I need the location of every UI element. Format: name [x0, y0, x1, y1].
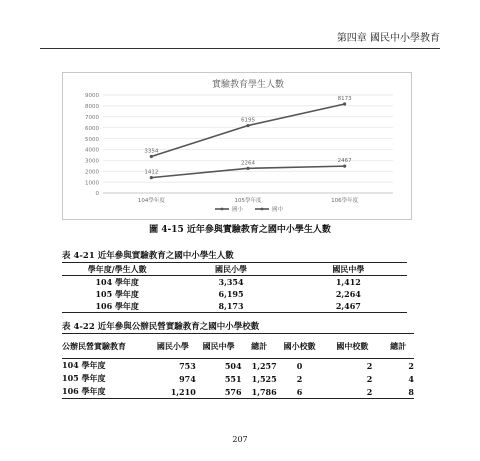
table-row: [62, 372, 414, 385]
table1-header: 學年度/學生人數: [62, 263, 172, 276]
data-label: 3354: [144, 148, 159, 155]
data-point: [246, 124, 249, 127]
table-cell: 2: [296, 373, 303, 384]
legend-marker: [261, 208, 264, 211]
data-label: 2264: [241, 160, 255, 167]
line-chart: [63, 73, 411, 219]
y-tick-label: 0: [95, 191, 99, 198]
table-row: [62, 359, 414, 373]
table-cell: 2: [366, 373, 373, 384]
y-tick-label: 7000: [85, 114, 99, 121]
legend-label: 國中: [272, 207, 284, 213]
table-cell: 2: [408, 360, 414, 371]
y-tick-label: 1000: [85, 180, 99, 187]
data-label: 6195: [241, 117, 255, 124]
table2-header: 國中校數: [322, 334, 382, 359]
table-cell: 106 學年度: [62, 300, 172, 313]
table-cell: 1,412: [335, 277, 361, 287]
table-cell: 1,257: [251, 360, 277, 371]
table-cell: 0: [296, 360, 303, 371]
table-cell: 8: [382, 385, 414, 399]
table1-title: 表 4-21 近年參與實驗教育之國中小學生人數: [62, 251, 234, 261]
table-cell: 2: [366, 360, 373, 371]
y-tick-label: 5000: [85, 136, 99, 143]
table2-header: 公辦民營實驗教育: [62, 334, 150, 359]
y-tick-label: 9000: [85, 93, 99, 100]
running-header: 第四章 國民中小學教育: [40, 30, 440, 49]
table-cell: 4: [408, 373, 414, 384]
data-label: 2467: [337, 158, 352, 165]
x-tick-label: 104學年度: [137, 198, 165, 204]
figure-caption: 圖 4-15 近年參與實驗教育之國中小學生人數: [149, 225, 331, 235]
y-tick-label: 6000: [85, 125, 99, 132]
table2: [62, 333, 414, 399]
y-tick-label: 2000: [85, 169, 99, 176]
table-cell: 1,210: [150, 385, 196, 399]
table-cell: 6,195: [218, 289, 244, 299]
x-tick-label: 105學年度: [234, 198, 262, 204]
table-cell: 104 學年度: [95, 276, 139, 287]
data-point: [246, 167, 249, 170]
table-cell: 974: [179, 373, 196, 384]
table2-header-row: [62, 334, 414, 359]
legend-label: 國小: [232, 207, 244, 213]
table-cell: 551: [224, 373, 242, 384]
table2-title: 表 4-22 近年參與公辦民營實驗教育之國中小學校數: [62, 322, 260, 332]
data-point: [150, 155, 153, 158]
table-cell: 2,467: [290, 300, 407, 313]
table-cell: 504: [224, 360, 242, 371]
x-tick-label: 106學年度: [331, 198, 359, 204]
chart-title: 實驗教育學生人數: [211, 80, 285, 90]
table2-header: 國小校數: [277, 334, 323, 359]
table-row: [62, 276, 407, 289]
table-cell: 2: [322, 385, 382, 399]
table-cell: 2,264: [335, 289, 361, 299]
y-tick-label: 8000: [85, 104, 99, 111]
table-cell: 105 學年度: [95, 288, 139, 299]
table-cell: 753: [179, 360, 196, 371]
data-point: [343, 102, 346, 105]
table-row: [62, 288, 407, 300]
table-cell: 106 學年度: [62, 385, 150, 399]
data-point: [343, 165, 346, 168]
table1-header: 國民小學: [172, 263, 289, 276]
y-tick-label: 4000: [85, 147, 99, 154]
table-cell: 6: [277, 385, 323, 399]
table1-header-row: [62, 263, 407, 276]
data-label: 1412: [144, 169, 159, 176]
table-cell: 1,786: [242, 385, 277, 399]
table-row: [62, 300, 407, 313]
data-point: [150, 176, 153, 179]
table2-header: 總計: [382, 334, 414, 359]
chart-frame: [62, 72, 412, 220]
data-label: 8173: [337, 96, 352, 103]
table-cell: 3,354: [218, 277, 244, 287]
y-tick-label: 3000: [85, 158, 99, 165]
table-cell: 105 學年度: [62, 373, 106, 383]
table-cell: 576: [196, 385, 242, 399]
table1: [62, 262, 407, 313]
table-cell: 8,173: [172, 300, 289, 313]
table2-header: 總計: [242, 334, 277, 359]
table-row: [62, 385, 414, 399]
table2-header: 國民中學: [196, 334, 242, 359]
table-cell: 104 學年度: [62, 360, 106, 370]
legend-marker: [221, 208, 224, 211]
page-number: 207: [232, 435, 248, 444]
table1-header: 國民中學: [290, 263, 407, 276]
series-line: [151, 104, 344, 156]
table-cell: 1,525: [251, 373, 277, 384]
table2-header: 國民小學: [150, 334, 196, 359]
